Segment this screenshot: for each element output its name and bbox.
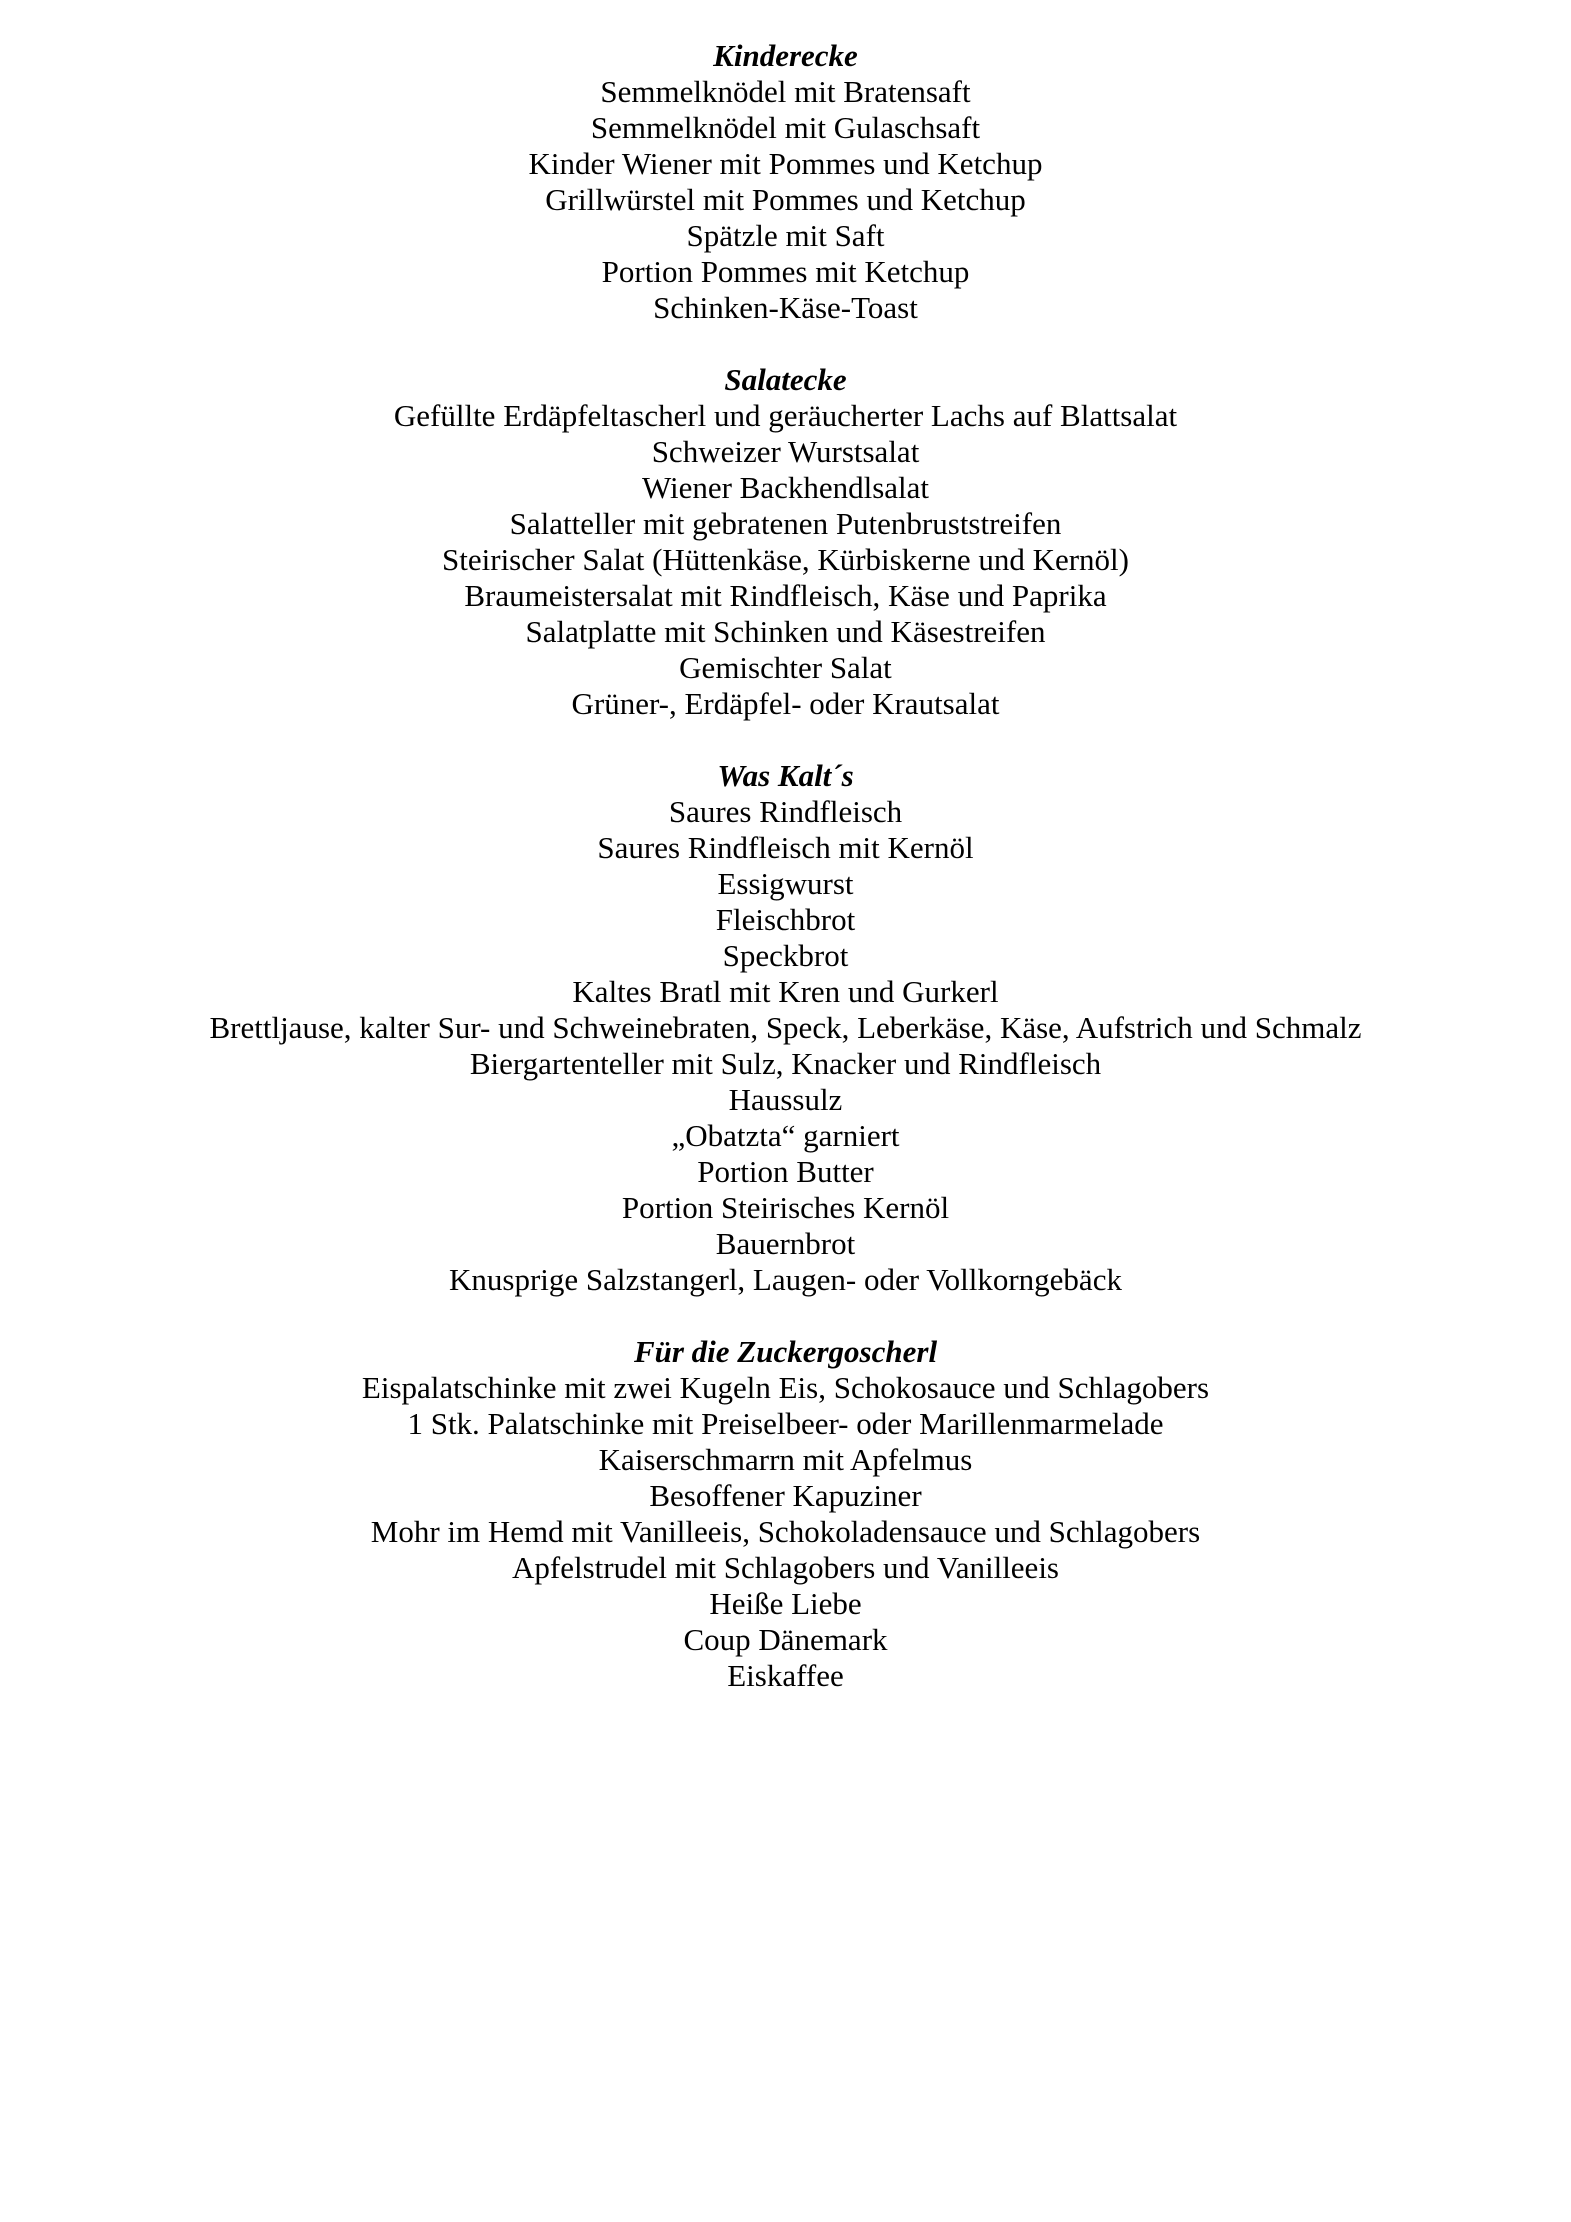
menu-item: Braumeistersalat mit Rindfleisch, Käse und Paprika (464, 578, 1107, 613)
menu-section (0, 38, 1571, 326)
menu-item: Biergartenteller mit Sulz, Knacker und Rindfleisch (469, 1046, 1102, 1081)
menu-item: Spätzle mit Saft (686, 218, 885, 253)
section-title: Was Kalt´s (717, 758, 854, 793)
section-title: Für die Zuckergoscherl (633, 1334, 938, 1369)
section-title: Salatecke (724, 362, 847, 397)
menu-item: „Obatzta“ garniert (671, 1118, 900, 1153)
menu-item: Eiskaffee (727, 1658, 844, 1693)
menu-section (0, 362, 1571, 722)
menu-item: Saures Rindfleisch (668, 794, 903, 829)
menu-section (0, 1334, 1571, 1694)
menu-item: Saures Rindfleisch mit Kernöl (597, 830, 974, 865)
menu-item: Kaltes Bratl mit Kren und Gurkerl (572, 974, 999, 1009)
menu-item: Portion Pommes mit Ketchup (601, 254, 970, 289)
menu-item: Wiener Backhendlsalat (641, 470, 930, 505)
menu-item: Kaiserschmarrn mit Apfelmus (598, 1442, 973, 1477)
menu-item: Speckbrot (722, 938, 849, 973)
menu-item: Portion Butter (697, 1154, 874, 1189)
menu-item: Heiße Liebe (709, 1586, 862, 1621)
menu-item: Essigwurst (717, 866, 854, 901)
menu-item: Mohr im Hemd mit Vanilleeis, Schokoladensauce und Schlagobers (370, 1514, 1201, 1549)
menu-item: Semmelknödel mit Bratensaft (600, 74, 971, 109)
menu-item: Kinder Wiener mit Pommes und Ketchup (528, 146, 1043, 181)
menu-item: Gemischter Salat (679, 650, 892, 685)
menu-item: Besoffener Kapuziner (649, 1478, 922, 1513)
menu-item: Salatteller mit gebratenen Putenbruststreifen (509, 506, 1062, 541)
menu-item: Schinken-Käse-Toast (653, 290, 918, 325)
menu-item: Eispalatschinke mit zwei Kugeln Eis, Schokosauce und Schlagobers (361, 1370, 1210, 1405)
menu-section (0, 758, 1571, 1298)
menu-item: Haussulz (728, 1082, 843, 1117)
menu-item: Coup Dänemark (683, 1622, 888, 1657)
menu-item: Steirischer Salat (Hüttenkäse, Kürbiskerne und Kernöl) (442, 542, 1129, 577)
menu-item: Gefüllte Erdäpfeltascherl und geräucherter Lachs auf Blattsalat (393, 398, 1178, 433)
menu-item: Brettljause, kalter Sur- und Schweinebraten, Speck, Leberkäse, Käse, Aufstrich und Schmalz (209, 1010, 1362, 1045)
menu-item: Fleischbrot (715, 902, 856, 937)
menu-item: Salatplatte mit Schinken und Käsestreifen (525, 614, 1046, 649)
menu-item: Bauernbrot (715, 1226, 856, 1261)
menu-item: Knusprige Salzstangerl, Laugen- oder Vollkorngebäck (449, 1262, 1122, 1297)
section-title: Kinderecke (713, 38, 858, 73)
menu-item: Grüner-, Erdäpfel- oder Krautsalat (571, 686, 1000, 721)
menu-item: Schweizer Wurstsalat (651, 434, 920, 469)
menu-item: Grillwürstel mit Pommes und Ketchup (545, 182, 1026, 217)
menu-item: Semmelknödel mit Gulaschsaft (590, 110, 981, 145)
menu-item: Apfelstrudel mit Schlagobers und Vanilleeis (512, 1550, 1059, 1585)
menu-item: Portion Steirisches Kernöl (621, 1190, 950, 1225)
menu-item: 1 Stk. Palatschinke mit Preiselbeer- oder Marillenmarmelade (407, 1406, 1164, 1441)
